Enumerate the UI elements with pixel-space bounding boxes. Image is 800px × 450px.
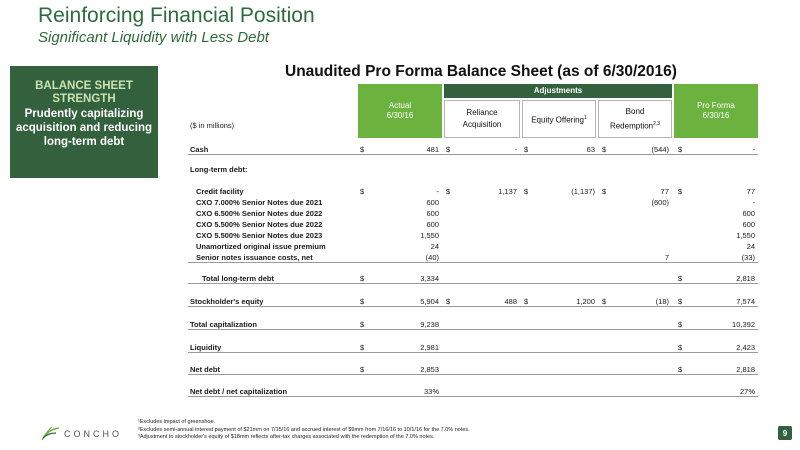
- footnote-1: ¹Excludes impact of greenshoe.: [138, 419, 216, 425]
- page-number: 9: [778, 426, 792, 440]
- table-title: Unaudited Pro Forma Balance Sheet (as of 6/30/2016): [285, 63, 677, 80]
- header-equity-label: Equity Offering$^1$: [531, 114, 587, 125]
- header-actual-label: Actual: [388, 101, 412, 110]
- concho-leaf-icon: [40, 426, 60, 442]
- row-notes-5500-2022: CXO 5.500% Senior Notes due 2022 600 600: [196, 220, 755, 229]
- header-proforma-date: 6/30/16: [702, 111, 730, 120]
- row-credit-facility: Credit facility $ - $ 1,137 $ (1,137) $ 77 $ 77: [196, 187, 755, 196]
- row-total-capitalization: Total capitalization $ 9,238 $ 10,392: [188, 319, 758, 330]
- row-notes-7000-2021: CXO 7.000% Senior Notes due 2021 600 (600) -: [196, 198, 755, 207]
- concho-logo: [40, 426, 122, 442]
- side-box-body: Prudently capitalizing acquisition and reducing long-term debt: [15, 108, 153, 148]
- row-net-debt: Net debt $ 2,853 $ 2,818: [188, 364, 758, 375]
- units-label: ($ in millions): [190, 121, 235, 130]
- page-title: Reinforcing Financial Position: [38, 4, 315, 27]
- header-proforma: [674, 84, 758, 138]
- header-reliance-label: Reliance Acquisition: [462, 108, 502, 129]
- header-actual-date: 6/30/16: [386, 111, 414, 120]
- row-net-debt-to-capitalization: Net debt / net capitalization 33% 27%: [188, 386, 758, 397]
- header-reliance: [444, 100, 520, 138]
- row-notes-5500-2023: CXO 5.500% Senior Notes due 2023 1,550 1,550: [196, 231, 755, 240]
- header-proforma-label: Pro Forma: [697, 101, 735, 110]
- row-total-long-term-debt: Total long-term debt $ 3,334 $ 2,818: [188, 273, 758, 284]
- row-original-issue-premium: Unamortized original issue premium 24 24: [196, 242, 755, 251]
- page-subtitle: Significant Liquidity with Less Debt: [38, 29, 269, 46]
- row-stockholders-equity: Stockholder's equity $ 5,904 $ 488 $ 1,200 $ (18) $ 7,574: [188, 296, 758, 307]
- header-actual: [358, 84, 442, 138]
- side-box-heading: BALANCE SHEET STRENGTH: [35, 80, 133, 105]
- header-equity: [522, 100, 596, 138]
- logo-word: CONCHO: [64, 429, 122, 439]
- header-bond: [598, 100, 672, 138]
- footnotes: [138, 419, 470, 442]
- row-liquidity: Liquidity $ 2,981 $ 2,423: [188, 342, 758, 353]
- row-notes-6500-2022: CXO 6.500% Senior Notes due 2022 600 600: [196, 209, 755, 218]
- footnote-3: ³Adjustment to stockholder's equity of $18mm reflects after-tax charges associated with the redemption of the 7.0% notes.: [138, 434, 435, 440]
- balance-sheet-strength-box: [10, 66, 158, 178]
- footnote-2: ²Excludes semi-annual interest payment of $21mm on 7/15/16 and accrued interest of $9mm from 7/16/16 to 10/1/16 for the 7.0% notes.: [138, 426, 470, 433]
- header-bond-label: Bond Redemption$^{2,3}$: [609, 106, 661, 131]
- header-adjustments: Adjustments: [444, 84, 672, 98]
- row-long-term-debt-header: Long-term debt:: [190, 165, 248, 174]
- row-cash: Cash $ 481 $ - $ 63 $ (544) $ -: [188, 144, 758, 155]
- row-issuance-costs: Senior notes issuance costs, net (40) 7 (33): [188, 252, 758, 263]
